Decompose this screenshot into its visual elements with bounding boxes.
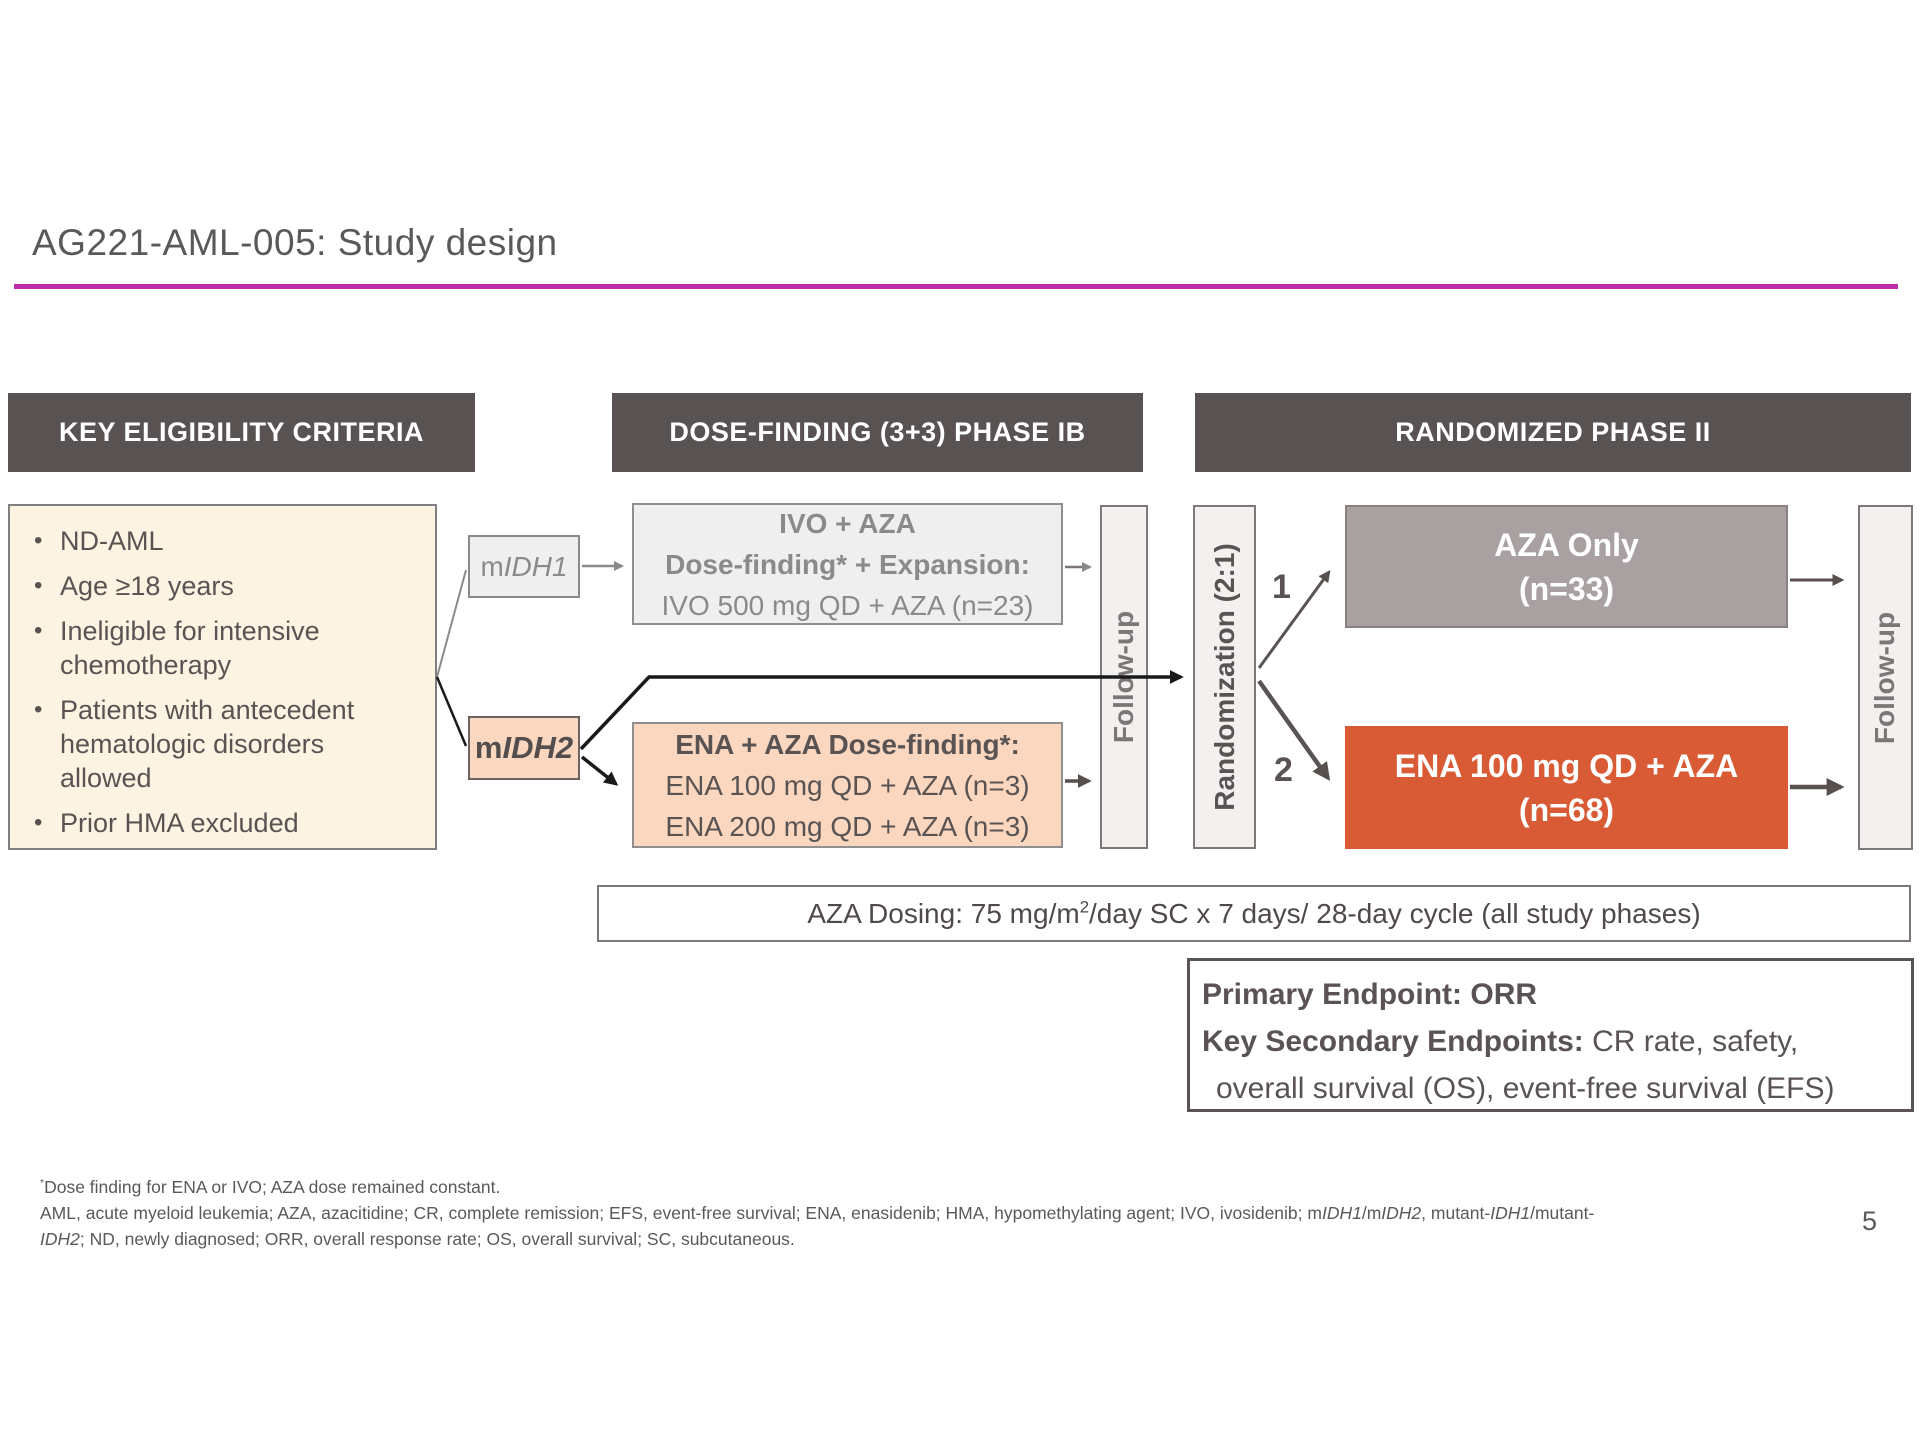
eligibility-item: • Patients with antecedent hematologic disorders allowed <box>60 693 421 795</box>
footnotes <box>40 1174 1800 1252</box>
secondary-endpoints-text: Key Secondary Endpoints: CR rate, safety, <box>1202 1025 1799 1058</box>
aza-dosing-text: AZA Dosing: 75 $mg/m^2$/day SC x 7 days/ 28-day cycle (all study phases) <box>807 897 1701 929</box>
midh2-label: mIDH2 <box>474 730 574 765</box>
header-dose-finding-phase-ib: DOSE-FINDING (3+3) PHASE IB <box>612 393 1143 472</box>
arrow-randomization-to-aza-arm <box>1259 572 1329 668</box>
secondary-endpoints-text-line2: overall survival (OS), event-free survival (EFS) <box>1216 1072 1835 1105</box>
followup-left-box <box>1100 505 1148 849</box>
midh1-label: mIDH1 <box>480 550 568 582</box>
ena-box-title: ENA + AZA Dose-finding*: <box>675 728 1020 760</box>
header-key-eligibility-criteria: KEY ELIGIBILITY CRITERIA <box>8 393 475 472</box>
aza-dosing-note-box <box>597 885 1911 942</box>
arm-ena-n: (n=68) <box>1518 791 1615 828</box>
branch-1-label: 1 <box>1272 568 1291 606</box>
page-title: AG221-AML-005: Study design <box>32 222 558 263</box>
ena-box-dose-200: ENA 200 mg QD + AZA (n=3) <box>665 810 1030 842</box>
arrow-midh2-to-ena <box>582 757 616 784</box>
ivo-aza-dose-finding-box <box>632 503 1063 625</box>
arm-aza-title: AZA Only <box>1494 526 1639 563</box>
primary-endpoint-text: Primary Endpoint: ORR <box>1202 978 1538 1011</box>
footnote-abbreviations-2: IDH2; ND, newly diagnosed; ORR, overall response rate; OS, overall survival; SC, subcutaneous. <box>40 1229 795 1249</box>
footnote-asterisk: *Dose finding for ENA or IVO; AZA dose remained constant. <box>40 1177 501 1197</box>
eligibility-list <box>10 524 421 840</box>
ivo-box-subtitle: Dose-finding* + Expansion: <box>665 548 1030 580</box>
midh2-node <box>468 716 580 780</box>
arm-aza-only-box <box>1345 505 1788 628</box>
randomization-box <box>1193 505 1256 849</box>
midh1-node <box>468 535 580 598</box>
ena-aza-dose-finding-box <box>632 722 1063 848</box>
page-number: 5 <box>1862 1206 1878 1236</box>
ivo-box-dose: IVO 500 mg QD + AZA (n=23) <box>661 589 1034 621</box>
eligibility-item: • Age ≥18 years <box>60 569 421 603</box>
title-underline <box>14 284 1898 289</box>
eligibility-item: • ND-AML <box>60 524 421 558</box>
followup-right-box <box>1858 505 1913 850</box>
arm-ena-aza-box <box>1345 726 1788 849</box>
followup-right-label: Follow-up <box>1869 611 1901 744</box>
line-eligibility-to-midh1 <box>437 570 466 677</box>
eligibility-item: • Ineligible for intensive chemotherapy <box>60 614 421 682</box>
ena-box-dose-100: ENA 100 mg QD + AZA (n=3) <box>665 769 1030 801</box>
arrow-randomization-to-ena-arm <box>1259 681 1328 778</box>
arm-ena-title: ENA 100 mg QD + AZA <box>1394 747 1739 784</box>
followup-left-label: Follow-up <box>1108 610 1139 744</box>
arm-aza-n: (n=33) <box>1518 570 1615 607</box>
eligibility-criteria-box <box>8 504 437 850</box>
eligibility-item: • Prior HMA excluded <box>60 806 421 840</box>
ivo-box-title: IVO + AZA <box>779 507 916 539</box>
endpoints-box <box>1187 958 1914 1112</box>
header-randomized-phase-ii: RANDOMIZED PHASE II <box>1195 393 1911 472</box>
branch-2-label: 2 <box>1274 751 1293 789</box>
footnote-abbreviations-1: AML, acute myeloid leukemia; AZA, azacitidine; CR, complete remission; EFS, event-free survival; ENA, enasidenib; HMA, hypomethylating agent; IVO, ivosidenib; mIDH1/mIDH2, mutant-IDH1/mutant- <box>40 1203 1595 1223</box>
line-eligibility-to-midh2 <box>437 677 466 746</box>
randomization-label: Randomization (2:1) <box>1208 543 1240 811</box>
